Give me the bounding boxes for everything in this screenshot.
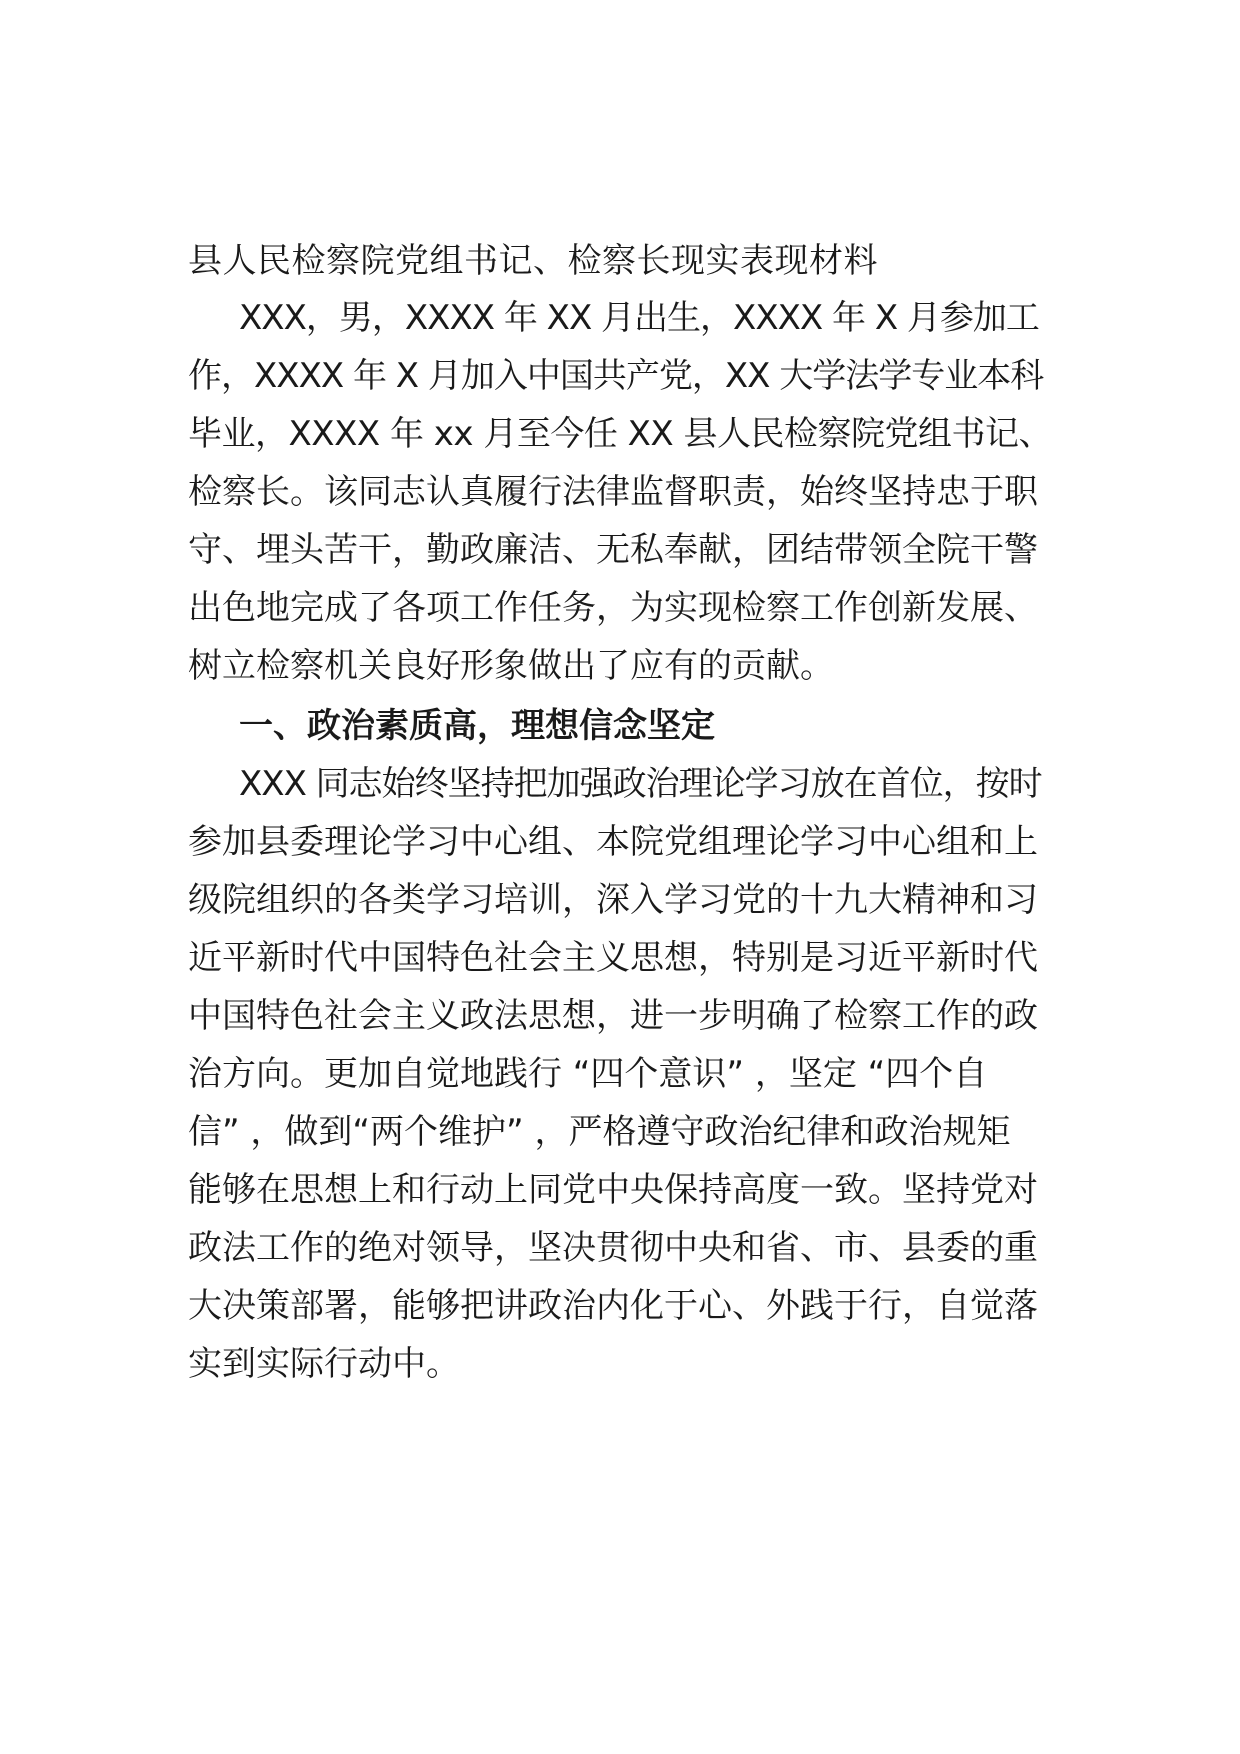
paragraph-2-line-7: 信” ，做到“两个维护” ，严格遵守政治纪律和政治规矩 bbox=[188, 1112, 1011, 1152]
paragraph-2-line-8: 能够在思想上和行动上同党中央保持高度一致。坚持党对 bbox=[188, 1170, 1038, 1210]
paragraph-1-line-1: XXX，男，XXXX 年 XX 月出生，XXXX 年 X 月参加工 bbox=[239, 298, 1039, 338]
paragraph-1-line-7: 树立检察机关良好形象做出了应有的贡献。 bbox=[188, 646, 834, 686]
paragraph-1-line-4: 检察长。该同志认真履行法律监督职责，始终坚持忠于职 bbox=[188, 472, 1038, 512]
paragraph-2-line-6: 治方向。更加自觉地践行 “四个意识” ，坚定 “四个自 bbox=[188, 1054, 988, 1094]
paragraph-2-line-9: 政法工作的绝对领导，坚决贯彻中央和省、市、县委的重 bbox=[188, 1228, 1038, 1268]
paragraph-2-line-10: 大决策部署，能够把讲政治内化于心、外践于行，自觉落 bbox=[188, 1286, 1038, 1326]
paragraph-2-line-5: 中国特色社会主义政法思想，进一步明确了检察工作的政 bbox=[188, 996, 1038, 1036]
paragraph-2-line-2: 参加县委理论学习中心组、本院党组理论学习中心组和上 bbox=[188, 822, 1038, 862]
document-title: 县人民检察院党组书记、检察长现实表现材料 bbox=[188, 241, 878, 281]
paragraph-2-line-11: 实到实际行动中。 bbox=[188, 1344, 460, 1384]
paragraph-1-line-6: 出色地完成了各项工作任务，为实现检察工作创新发展、 bbox=[188, 588, 1038, 628]
paragraph-2-line-1: XXX 同志始终坚持把加强政治理论学习放在首位，按时 bbox=[239, 764, 1042, 804]
section-heading-1: 一、政治素质高，理想信念坚定 bbox=[239, 706, 715, 746]
paragraph-2-line-4: 近平新时代中国特色社会主义思想，特别是习近平新时代 bbox=[188, 938, 1038, 978]
paragraph-1-line-5: 守、埋头苦干，勤政廉洁、无私奉献，团结带领全院干警 bbox=[188, 530, 1038, 570]
paragraph-1-line-3: 毕业，XXXX 年 xx 月至今任 XX 县人民检察院党组书记、 bbox=[188, 414, 1053, 454]
paragraph-1-line-2: 作，XXXX 年 X 月加入中国共产党，XX 大学法学专业本科 bbox=[188, 356, 1044, 396]
paragraph-2-line-3: 级院组织的各类学习培训，深入学习党的十九大精神和习 bbox=[188, 880, 1038, 920]
